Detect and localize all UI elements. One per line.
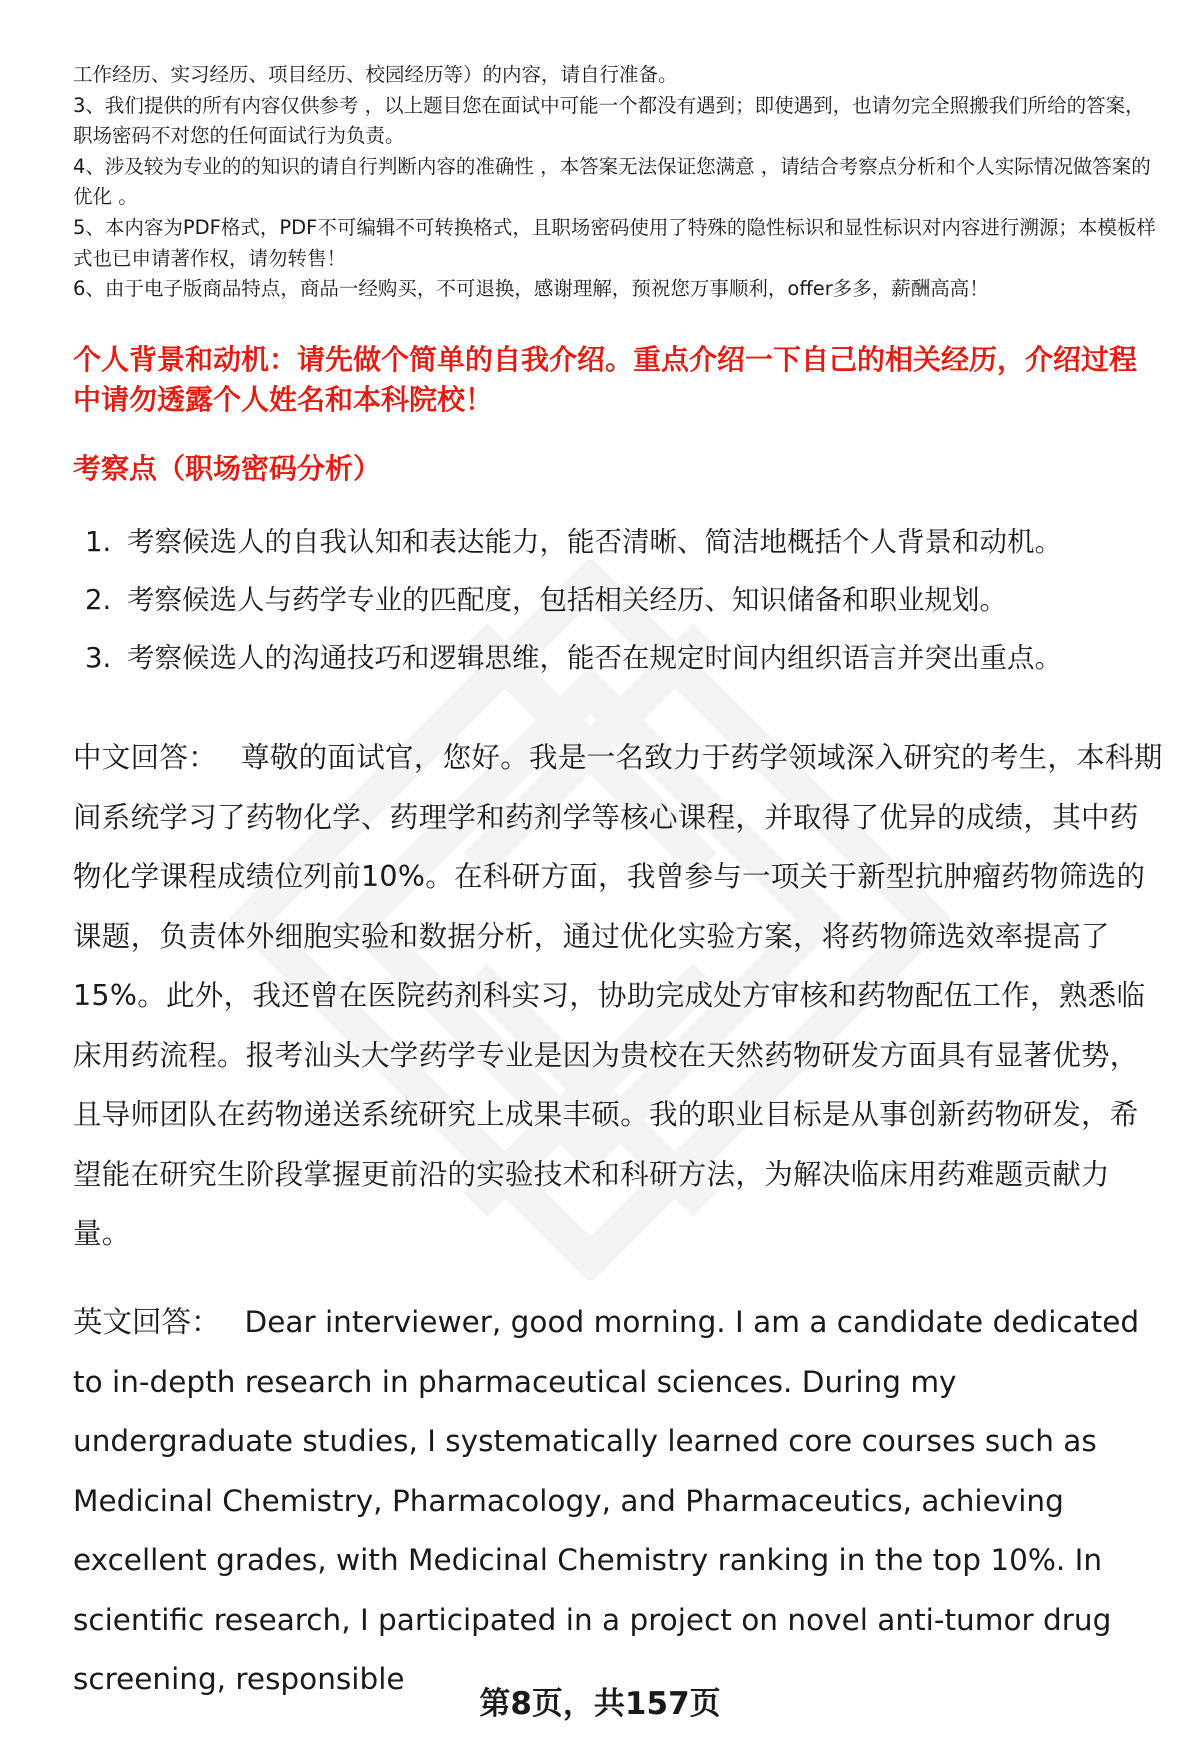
note-line: 5、本内容为PDF格式，PDF不可编辑不可转换格式，且职场密码使用了特殊的隐性标识和显性标识对内容进行溯源；本模板样式也已申请著作权，请勿转售！	[73, 215, 1156, 270]
chinese-answer-text: 尊敬的面试官，您好。我是一名致力于药学领域深入研究的考生，本科期间系统学习了药物化学、药理学和药剂学等核心课程，并取得了优异的成绩，其中药物化学课程成绩位列前10%。在科研方面，我曾参与一项关于新型抗肿瘤药物筛选的课题，负责体外细胞实验和数据分析，通过优化实验方案，将药物筛选效率提高了15%。此外，我还曾在医院药剂科实习，协助完成处方审核和药物配伍工作，熟悉临床用药流程。报考汕头大学药学专业是因为贵校在天然药物研发方面具有显著优势，且导师团队在药物递送系统研究上成果丰硕。我的职业目标是从事创新药物研发，希望能在研究生阶段掌握更前沿的实验技术和科研方法，为解决临床用药难题贡献力量。	[73, 741, 1163, 1250]
points-title: 考察点（职场密码分析）	[73, 452, 382, 485]
disclaimer-notes	[73, 60, 1163, 305]
list-item	[85, 638, 1165, 678]
list-item-number: 1.	[85, 526, 112, 558]
note-line: 6、由于电子版商品特点，商品一经购买，不可退换，感谢理解，预祝您万事顺利，offer多多，薪酬高高！	[73, 277, 989, 301]
list-item-number: 2.	[85, 584, 112, 616]
english-answer-label: 英文回答：	[73, 1305, 221, 1339]
question-heading: 个人背景和动机：请先做个简单的自我介绍。重点介绍一下自己的相关经历，介绍过程中请勿透露个人姓名和本科院校！	[73, 343, 1138, 416]
list-item-number: 3.	[85, 642, 112, 674]
chinese-answer-label: 中文回答：	[73, 741, 218, 774]
note-line: 4、涉及较为专业的的知识的请自行判断内容的准确性 ，本答案无法保证您满意 ，请结合考察点分析和个人实际情况做答案的优化 。	[73, 154, 1151, 209]
list-item-text: 考察候选人的自我认知和表达能力，能否清晰、简洁地概括个人背景和动机。	[127, 526, 1062, 558]
page-number-footer: 第8页，共157页	[479, 1686, 721, 1722]
list-item-text: 考察候选人与药学专业的匹配度，包括相关经历、知识储备和职业规划。	[127, 584, 1007, 616]
assessment-points-list	[85, 522, 1165, 696]
list-item	[85, 522, 1165, 562]
note-line: 3、我们提供的所有内容仅供参考 ，以上题目您在面试中可能一个都没有遇到；即使遇到，也请勿完全照搬我们所给的答案，职场密码不对您的任何面试行为负责。	[73, 93, 1145, 148]
english-answer-text: Dear interviewer, good morning. I am a candidate dedicated to in-depth research in pharmaceutical sciences. During my undergraduate studies, I systematically learned core courses such as Medicinal Chemistry, Pharmacology, and Pharmaceutics, achieving excellent grades, with Medicinal Chemistry ranking in the top 10%. In scientific research, I participated in a project on novel anti-tumor drug screening, responsible	[73, 1305, 1140, 1696]
list-item	[85, 580, 1165, 620]
english-answer	[73, 1293, 1163, 1710]
note-line: 工作经历、实习经历、项目经历、校园经历等）的内容，请自行准备。	[73, 63, 678, 86]
list-item-text: 考察候选人的沟通技巧和逻辑思维，能否在规定时间内组织语言并突出重点。	[127, 642, 1062, 674]
chinese-answer	[73, 728, 1163, 1264]
